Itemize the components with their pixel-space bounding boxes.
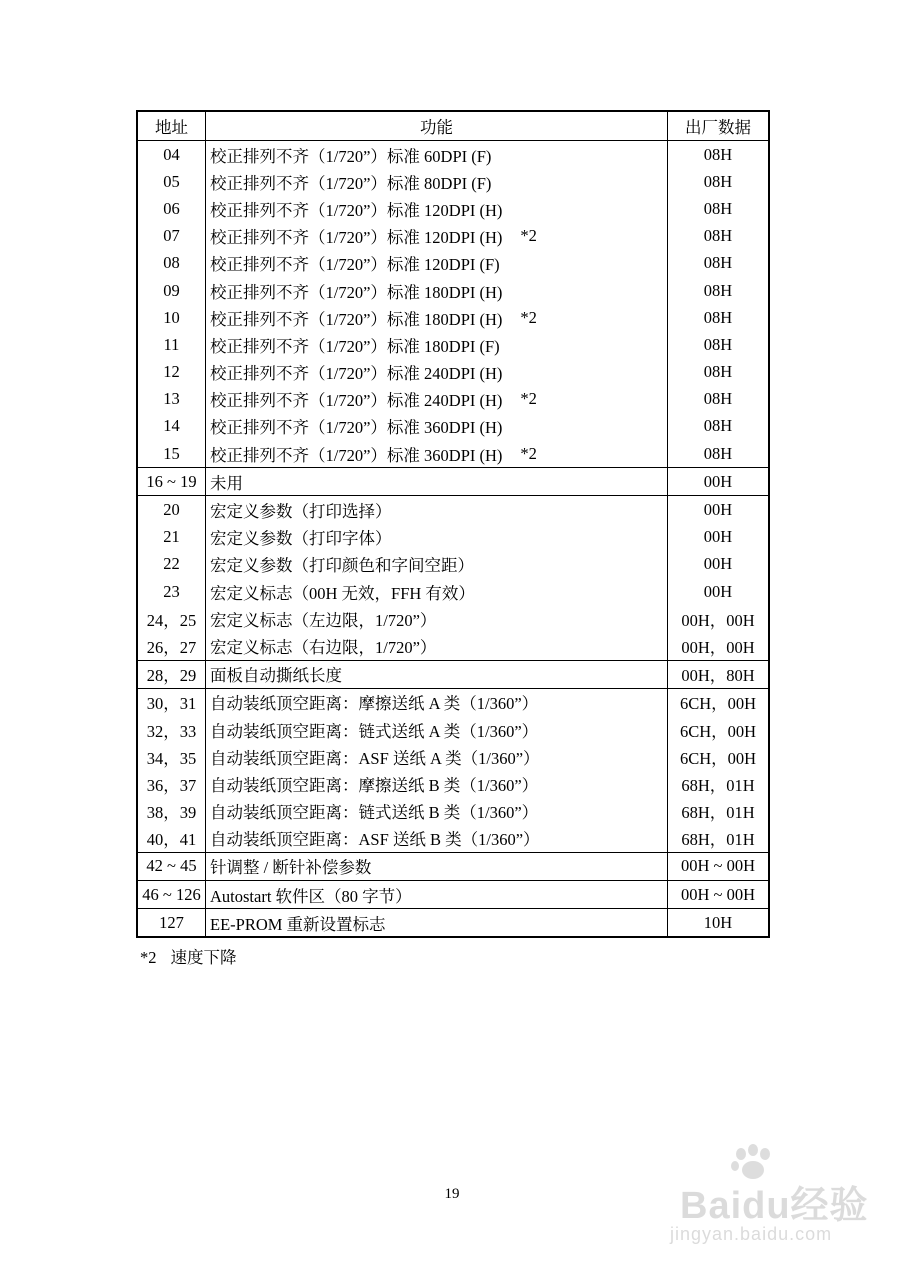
row-address: 13 — [138, 386, 206, 413]
page-number: 19 — [444, 1186, 460, 1202]
footnote-mark: *2 — [140, 948, 157, 967]
row-function-text: 校正排列不齐（1/720”）标准 60DPI (F) — [210, 146, 492, 166]
row-factory-value: 08H — [703, 171, 733, 191]
row-address: 32，33 — [138, 716, 206, 743]
row-address: 21 — [138, 524, 206, 551]
row-address: 46 ~ 126 — [138, 881, 206, 908]
table-row — [138, 743, 768, 770]
row-address: 26，27 — [138, 632, 206, 659]
row-function — [206, 168, 668, 195]
row-address: 14 — [138, 413, 206, 440]
row-address: 04 — [138, 141, 206, 168]
table-row — [138, 495, 768, 523]
row-address: 42 ~ 45 — [138, 853, 206, 880]
table-row — [138, 825, 768, 852]
row-function — [206, 605, 668, 632]
row-function — [206, 689, 668, 716]
row-function-text: 宏定义标志（左边限，1/720”） — [210, 610, 437, 630]
row-function-text: 自动装纸顶空距离：ASF 送纸 A 类（1/360”） — [210, 748, 540, 768]
row-function — [206, 632, 668, 659]
row-factory-value: 00H，00H — [681, 637, 755, 657]
row-address: 05 — [138, 168, 206, 195]
row-function — [206, 386, 668, 413]
watermark-url: jingyan.baidu.com — [670, 1224, 833, 1244]
table-row — [138, 168, 768, 195]
row-function — [206, 770, 668, 797]
table-row — [138, 304, 768, 331]
table-row — [138, 660, 768, 688]
row-function-text: 宏定义参数（打印字体） — [210, 529, 392, 549]
row-factory-value: 08H — [703, 144, 733, 164]
row-function-text: 自动装纸顶空距离：链式送纸 B 类（1/360”） — [210, 803, 539, 823]
table-row — [138, 440, 768, 467]
row-factory-value: 68H，01H — [681, 830, 755, 850]
row-address: 24，25 — [138, 605, 206, 632]
table-row — [138, 195, 768, 222]
row-function-text: 面板自动撕纸长度 — [210, 666, 342, 686]
register-table — [136, 110, 770, 938]
table-row — [138, 551, 768, 578]
footnote — [140, 944, 237, 968]
row-address: 30，31 — [138, 689, 206, 716]
row-factory-value: 68H，01H — [681, 803, 755, 823]
table-row — [138, 386, 768, 413]
row-address: 36，37 — [138, 770, 206, 797]
row-function — [206, 743, 668, 770]
row-address: 06 — [138, 195, 206, 222]
row-factory-value: 00H ~ 00H — [680, 856, 755, 876]
row-function — [206, 825, 668, 852]
row-function — [206, 413, 668, 440]
row-function-text: 自动装纸顶空距离：ASF 送纸 B 类（1/360”） — [210, 830, 540, 850]
row-address: 11 — [138, 331, 206, 358]
row-factory-value: 00H，00H — [681, 610, 755, 630]
row-function — [206, 440, 668, 467]
table-row — [138, 331, 768, 358]
row-function — [206, 909, 668, 936]
row-function-text: 校正排列不齐（1/720”）标准 120DPI (H) — [210, 228, 503, 248]
row-factory-value: 00H — [703, 581, 733, 601]
header-address: 地址 — [138, 112, 206, 140]
row-address: 34，35 — [138, 743, 206, 770]
row-address: 22 — [138, 551, 206, 578]
row-factory-value: 6CH，00H — [679, 694, 757, 714]
table-row — [138, 770, 768, 797]
row-factory-value: 08H — [703, 443, 733, 463]
row-factory-value: 08H — [703, 280, 733, 300]
row-function-text: 宏定义参数（打印颜色和字间空距） — [210, 556, 474, 576]
row-function — [206, 277, 668, 304]
row-function-text: 宏定义标志（右边限，1/720”） — [210, 637, 437, 657]
row-function-text: 宏定义标志（00H 无效，FFH 有效） — [210, 583, 475, 603]
header-factory-data: 出厂数据 — [685, 118, 751, 137]
row-function-text: 校正排列不齐（1/720”）标准 180DPI (H) — [210, 282, 503, 302]
row-address: 40，41 — [138, 825, 206, 852]
row-factory-value: 6CH，00H — [679, 748, 757, 768]
row-function-text: 校正排列不齐（1/720”）标准 180DPI (H) — [210, 309, 503, 329]
row-address: 127 — [138, 909, 206, 936]
table-row — [138, 798, 768, 825]
row-address: 20 — [138, 496, 206, 523]
row-address: 07 — [138, 223, 206, 250]
row-function-text: 校正排列不齐（1/720”）标准 120DPI (H) — [210, 200, 503, 220]
row-factory-value: 68H，01H — [681, 775, 755, 795]
row-function-text: 校正排列不齐（1/720”）标准 360DPI (H) — [210, 445, 503, 465]
row-address: 12 — [138, 359, 206, 386]
table-row — [138, 908, 768, 936]
row-factory-value: 00H — [703, 500, 733, 520]
table-row — [138, 359, 768, 386]
table-row — [138, 141, 768, 168]
header-function: 功能 — [206, 112, 668, 140]
table-body — [138, 141, 768, 936]
row-factory-value: 08H — [703, 416, 733, 436]
row-factory-value: 00H，80H — [681, 666, 755, 686]
table-row — [138, 250, 768, 277]
row-address: 16 ~ 19 — [138, 468, 206, 495]
row-factory-value: 08H — [703, 198, 733, 218]
row-factory-value: 10H — [703, 912, 733, 932]
row-factory-value: 00H — [703, 527, 733, 547]
row-address: 10 — [138, 304, 206, 331]
row-function-text: 自动装纸顶空距离：摩擦送纸 B 类（1/360”） — [210, 775, 539, 795]
row-note-mark: *2 — [520, 389, 537, 409]
table-row — [138, 277, 768, 304]
row-function — [206, 798, 668, 825]
row-function — [206, 853, 668, 880]
row-function-text: 校正排列不齐（1/720”）标准 120DPI (F) — [210, 255, 500, 275]
row-function-text: Autostart 软件区（80 字节） — [210, 886, 412, 906]
table-row — [138, 632, 768, 659]
row-function — [206, 223, 668, 250]
row-function — [206, 468, 668, 495]
row-note-mark: *2 — [520, 443, 537, 463]
row-function-text: EE-PROM 重新设置标志 — [210, 914, 386, 934]
table-row — [138, 852, 768, 880]
table-header-row — [138, 112, 768, 141]
row-function-text: 校正排列不齐（1/720”）标准 360DPI (H) — [210, 418, 503, 438]
table-row — [138, 413, 768, 440]
row-function-text: 校正排列不齐（1/720”）标准 240DPI (H) — [210, 364, 503, 384]
watermark-brand: Baidu经验 — [680, 1185, 869, 1227]
row-address: 23 — [138, 578, 206, 605]
row-factory-value: 08H — [703, 389, 733, 409]
row-note-mark: *2 — [520, 226, 537, 246]
row-factory-value: 00H — [703, 554, 733, 574]
row-function-text: 校正排列不齐（1/720”）标准 240DPI (H) — [210, 391, 503, 411]
table-row — [138, 605, 768, 632]
row-function — [206, 496, 668, 523]
row-function — [206, 250, 668, 277]
row-factory-value: 08H — [703, 362, 733, 382]
row-factory-value: 00H ~ 00H — [680, 884, 755, 904]
table-row — [138, 716, 768, 743]
row-factory-value: 08H — [703, 226, 733, 246]
table-row — [138, 880, 768, 908]
row-function-text: 宏定义参数（打印选择） — [210, 502, 392, 522]
row-function — [206, 524, 668, 551]
row-function — [206, 551, 668, 578]
row-factory-value: 00H — [703, 471, 733, 491]
row-factory-value: 6CH，00H — [679, 721, 757, 741]
row-function — [206, 716, 668, 743]
footnote-text: 速度下降 — [170, 948, 237, 967]
row-function-text: 未用 — [210, 473, 243, 493]
table-row — [138, 467, 768, 495]
row-note-mark: *2 — [520, 307, 537, 327]
row-function-text: 针调整 / 断针补偿参数 — [210, 858, 372, 878]
row-function-text: 校正排列不齐（1/720”）标准 180DPI (F) — [210, 336, 500, 356]
row-function — [206, 304, 668, 331]
row-address: 38，39 — [138, 798, 206, 825]
baidu-watermark — [640, 1140, 870, 1260]
table-row — [138, 524, 768, 551]
table-row — [138, 578, 768, 605]
row-function-text: 校正排列不齐（1/720”）标准 80DPI (F) — [210, 173, 492, 193]
row-address: 28，29 — [138, 661, 206, 688]
row-function — [206, 578, 668, 605]
row-address: 15 — [138, 440, 206, 467]
row-factory-value: 08H — [703, 307, 733, 327]
row-function — [206, 141, 668, 168]
table-row — [138, 223, 768, 250]
row-function — [206, 661, 668, 688]
row-function — [206, 331, 668, 358]
row-function — [206, 359, 668, 386]
row-address: 09 — [138, 277, 206, 304]
row-function — [206, 195, 668, 222]
row-function-text: 自动装纸顶空距离：摩擦送纸 A 类（1/360”） — [210, 694, 539, 714]
row-factory-value: 08H — [703, 253, 733, 273]
row-factory-value: 08H — [703, 334, 733, 354]
row-function — [206, 881, 668, 908]
row-function-text: 自动装纸顶空距离：链式送纸 A 类（1/360”） — [210, 721, 539, 741]
row-address: 08 — [138, 250, 206, 277]
table-row — [138, 688, 768, 716]
